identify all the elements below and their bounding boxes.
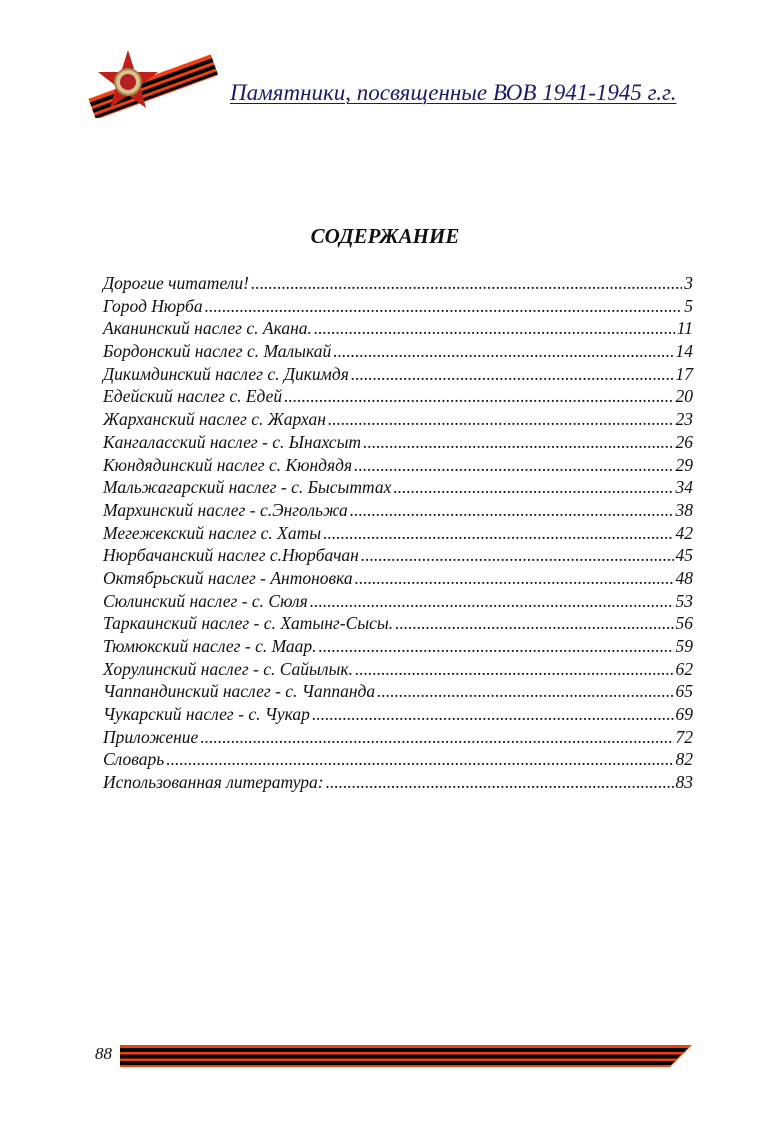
toc-entry-title: Чукарский наслег - с. Чукар: [103, 704, 310, 725]
toc-leader-dots: [355, 659, 674, 680]
toc-entry-title: Мегежекский наслег с. Хаты: [103, 522, 322, 543]
toc-entry[interactable]: [103, 364, 693, 387]
toc-entry[interactable]: [103, 659, 693, 682]
toc-entry[interactable]: [103, 704, 693, 727]
toc-entry-page: 38: [675, 499, 693, 520]
toc-entry-title: Словарь: [103, 749, 165, 770]
toc-leader-dots: [314, 318, 675, 339]
toc-entry-page: 72: [675, 726, 693, 747]
toc-entry-page: 82: [675, 749, 693, 770]
toc-entry-page: 20: [675, 386, 693, 407]
toc-entry[interactable]: [103, 636, 693, 659]
toc-leader-dots: [310, 591, 674, 612]
toc-leader-dots: [319, 636, 674, 657]
page-number: 88: [95, 1044, 112, 1063]
toc-entry[interactable]: [103, 568, 693, 591]
toc-entry-page: 62: [675, 658, 693, 679]
toc-entry-title: Использованная литература:: [103, 772, 324, 793]
toc-entry-page: 45: [675, 545, 693, 566]
toc-entry[interactable]: [103, 591, 693, 614]
toc-entry-page: 26: [675, 431, 693, 452]
toc-entry[interactable]: [103, 409, 693, 432]
toc-entry-title: Аканинский наслег с. Акана.: [103, 318, 312, 339]
toc-leader-dots: [350, 500, 674, 521]
table-of-contents: [103, 273, 693, 795]
toc-leader-dots: [323, 523, 673, 544]
toc-entry[interactable]: [103, 341, 693, 364]
toc-entry[interactable]: [103, 500, 693, 523]
toc-entry-page: 69: [675, 704, 693, 725]
toc-leader-dots: [166, 749, 673, 770]
toc-entry-page: 5: [684, 295, 693, 316]
toc-entry[interactable]: [103, 455, 693, 478]
toc-entry-page: 65: [675, 681, 693, 702]
toc-leader-dots: [251, 273, 682, 294]
toc-entry-page: 3: [684, 273, 693, 293]
toc-leader-dots: [363, 432, 673, 453]
toc-entry-title: Мархинский наслег - с.Энгольжа: [103, 499, 348, 520]
toc-entry-page: 48: [675, 567, 693, 588]
toc-entry-title: Хорулинский наслег - с. Сайылык.: [103, 658, 353, 679]
toc-entry[interactable]: [103, 477, 693, 500]
toc-leader-dots: [395, 613, 673, 634]
toc-entry[interactable]: [103, 727, 693, 750]
toc-entry-title: Дикимдинский наслег с. Дикимдя: [103, 363, 349, 384]
toc-leader-dots: [333, 341, 673, 362]
toc-leader-dots: [354, 455, 673, 476]
toc-entry[interactable]: [103, 681, 693, 704]
toc-entry-title: Сюлинский наслег - с. Сюля: [103, 590, 308, 611]
toc-leader-dots: [361, 545, 674, 566]
toc-entry-page: 17: [675, 363, 693, 384]
toc-leader-dots: [284, 386, 673, 407]
toc-entry[interactable]: [103, 318, 693, 341]
toc-entry[interactable]: [103, 613, 693, 636]
toc-entry-title: Едейский наслег с. Едей: [103, 386, 283, 407]
toc-title: СОДЕРЖАНИЕ: [310, 224, 460, 248]
toc-entry-title: Октябрьский наслег - Антоновка: [103, 567, 353, 588]
toc-entry-page: 23: [675, 409, 693, 430]
header-title: Памятники, посвященные ВОВ 1941-1945 г.г.: [230, 80, 677, 105]
toc-entry-page: 42: [675, 522, 693, 543]
toc-entry-page: 56: [675, 613, 693, 634]
toc-entry-page: 53: [675, 590, 693, 611]
toc-leader-dots: [326, 772, 674, 793]
toc-leader-dots: [377, 681, 673, 702]
toc-leader-dots: [205, 296, 683, 317]
toc-entry-title: Кюндядинский наслег с. Кюндядя: [103, 454, 353, 475]
toc-entry[interactable]: [103, 545, 693, 568]
toc-entry[interactable]: [103, 273, 693, 296]
st-george-ribbon: [120, 1045, 692, 1067]
toc-entry-page: 59: [675, 636, 693, 656]
toc-leader-dots: [355, 568, 674, 589]
toc-entry[interactable]: [103, 432, 693, 455]
toc-entry-page: 14: [675, 341, 693, 362]
toc-entry-title: Кангаласский наслег - с. Ынахсыт: [103, 431, 362, 452]
toc-entry-title: Приложение: [103, 726, 199, 747]
toc-entry-title: Тюмюкский наслег - с. Маар.: [103, 636, 317, 656]
toc-entry[interactable]: [103, 386, 693, 409]
toc-entry[interactable]: [103, 772, 693, 795]
toc-entry-title: Нюрбачанский наслег с.Нюрбачан: [103, 545, 359, 566]
toc-entry-page: 83: [675, 772, 693, 793]
toc-entry-title: Чаппандинский наслег - с. Чаппанда: [103, 681, 376, 702]
toc-leader-dots: [351, 364, 674, 385]
toc-leader-dots: [200, 727, 673, 748]
toc-leader-dots: [312, 704, 674, 725]
toc-entry-title: Город Нюрба: [103, 295, 203, 316]
toc-leader-dots: [393, 477, 673, 498]
toc-entry[interactable]: [103, 749, 693, 772]
toc-entry[interactable]: [103, 523, 693, 546]
toc-entry-page: 29: [675, 454, 693, 475]
toc-entry-title: Жарханский наслег с. Жархан: [103, 409, 326, 430]
toc-entry-page: 11: [676, 318, 693, 339]
toc-leader-dots: [328, 409, 674, 430]
toc-entry-title: Дорогие читатели!: [103, 273, 249, 293]
toc-entry[interactable]: [103, 296, 693, 319]
order-ribbon-logo: [88, 46, 218, 118]
toc-entry-page: 34: [675, 477, 693, 498]
toc-entry-title: Мальжагарский наслег - с. Бысыттах: [103, 477, 392, 498]
toc-entry-title: Бордонский наслег с. Малыкай: [103, 341, 332, 362]
toc-entry-title: Таркаинский наслег - с. Хатынг-Сысы.: [103, 613, 394, 634]
